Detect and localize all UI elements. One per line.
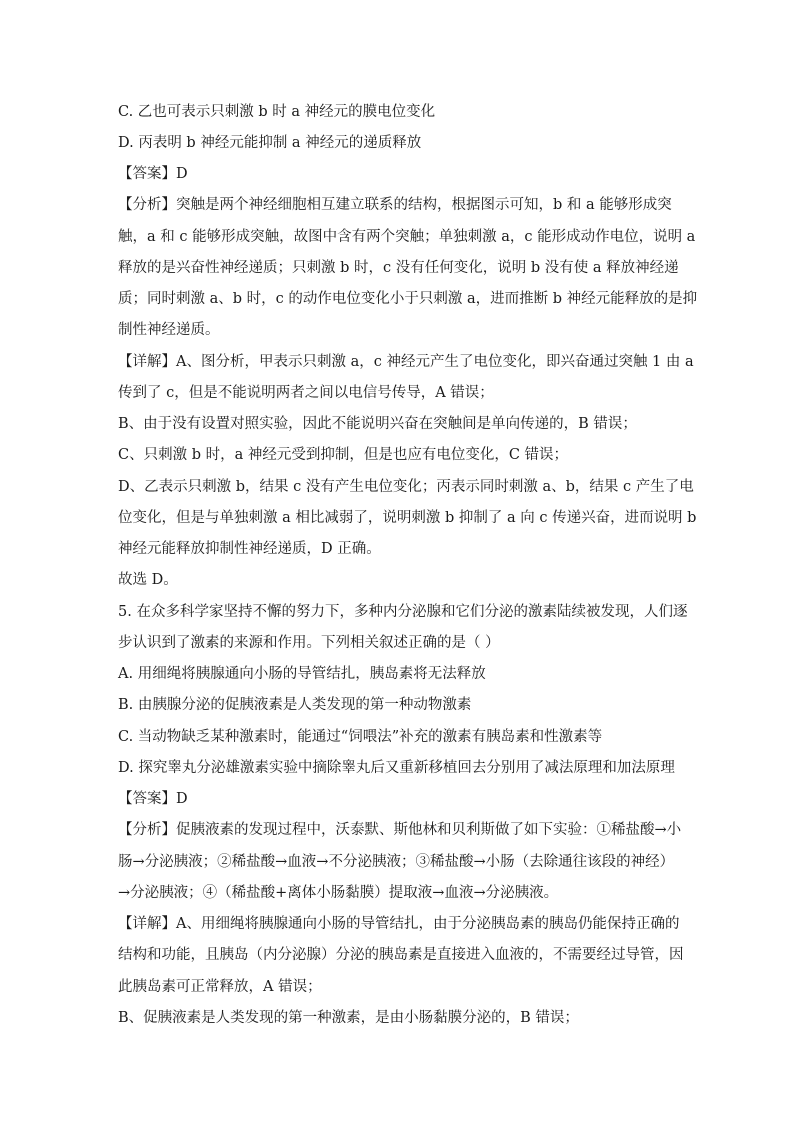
- analysis-line: 质；同时刺激 a、b 时，c 的动作电位变化小于只刺激 a，进而推断 b 神经元能释放的是抑: [118, 291, 698, 307]
- explanation-line: 【详解】A、用细绳将胰腺通向小肠的导管结扎，由于分泌胰岛素的胰岛仍能保持正确的: [118, 916, 680, 932]
- option-d-line: D. 丙表明 b 神经元能抑制 a 神经元的递质释放: [118, 135, 422, 151]
- option-c-line: C. 乙也可表示只刺激 b 时 a 神经元的膜电位变化: [118, 104, 436, 120]
- explanation-line: D、乙表示只刺激 b，结果 c 没有产生电位变化；丙表示同时刺激 a、b，结果 c 产生了电: [118, 479, 694, 495]
- explanation-line: B、促胰液素是人类发现的第一种激素，是由小肠黏膜分泌的，B 错误；: [118, 1010, 579, 1026]
- explanation-line: 结构和功能，且胰岛（内分泌腺）分泌的胰岛素是直接进入血液的，不需要经过导管，因: [118, 947, 684, 963]
- analysis-line: 肠→分泌胰液；②稀盐酸→血液→不分泌胰液；③稀盐酸→小肠（去除通往该段的神经）: [118, 854, 675, 870]
- explanation-line: 【详解】A、图分析，甲表示只刺激 a，c 神经元产生了电位变化，即兴奋通过突触 1 由 a: [118, 354, 694, 370]
- option-b-line: B. 由胰腺分泌的促胰液素是人类发现的第一种动物激素: [118, 697, 472, 713]
- explanation-line: 传到了 c，但是不能说明两者之间以电信号传导，A 错误；: [118, 385, 494, 401]
- analysis-line: 【分析】突触是两个神经细胞相互建立联系的结构，根据图示可知，b 和 a 能够形成突: [118, 197, 672, 213]
- option-d-line: D. 探究睾丸分泌雄激素实验中摘除睾丸后又重新移植回去分别用了减法原理和加法原理: [118, 760, 675, 776]
- question-5-line: 5. 在众多科学家坚持不懈的努力下，多种内分泌腺和它们分泌的激素陆续被发现，人们逐: [118, 604, 688, 620]
- answer-line: 【答案】D: [118, 791, 188, 807]
- explanation-line: C、只刺激 b 时，a 神经元受到抑制，但是也应有电位变化，C 错误；: [118, 447, 569, 463]
- conclusion-line: 故选 D。: [118, 572, 178, 588]
- analysis-line: 释放的是兴奋性神经递质；只刺激 b 时，c 没有任何变化，说明 b 没有使 a 释放神经递: [118, 260, 679, 276]
- analysis-line: 触，a 和 c 能够形成突触，故图中含有两个突触；单独刺激 a，c 能形成动作电位，说明 a: [118, 229, 696, 245]
- explanation-line: B、由于没有设置对照实验，因此不能说明兴奋在突触间是单向传递的，B 错误；: [118, 416, 637, 432]
- explanation-line: 位变化，但是与单独刺激 a 相比减弱了，说明刺激 b 抑制了 a 向 c 传递兴奋，进而说明 b: [118, 510, 697, 526]
- analysis-line: →分泌胰液；④（稀盐酸+离体小肠黏膜）提取液→血液→分泌胰液。: [118, 885, 559, 901]
- explanation-line: 此胰岛素可正常释放，A 错误；: [118, 979, 322, 995]
- explanation-line: 神经元能释放抑制性神经递质，D 正确。: [118, 541, 381, 557]
- answer-line: 【答案】D: [118, 166, 188, 182]
- option-a-line: A. 用细绳将胰腺通向小肠的导管结扎，胰岛素将无法释放: [118, 666, 486, 682]
- analysis-line: 制性神经递质。: [118, 322, 220, 338]
- option-c-line: C. 当动物缺乏某种激素时，能通过“饲喂法”补充的激素有胰岛素和性激素等: [118, 729, 603, 745]
- analysis-line: 【分析】促胰液素的发现过程中，沃泰默、斯他林和贝利斯做了如下实验：①稀盐酸→小: [118, 822, 682, 838]
- question-5-line: 步认识到了激素的来源和作用。下列相关叙述正确的是（ ）: [118, 635, 500, 651]
